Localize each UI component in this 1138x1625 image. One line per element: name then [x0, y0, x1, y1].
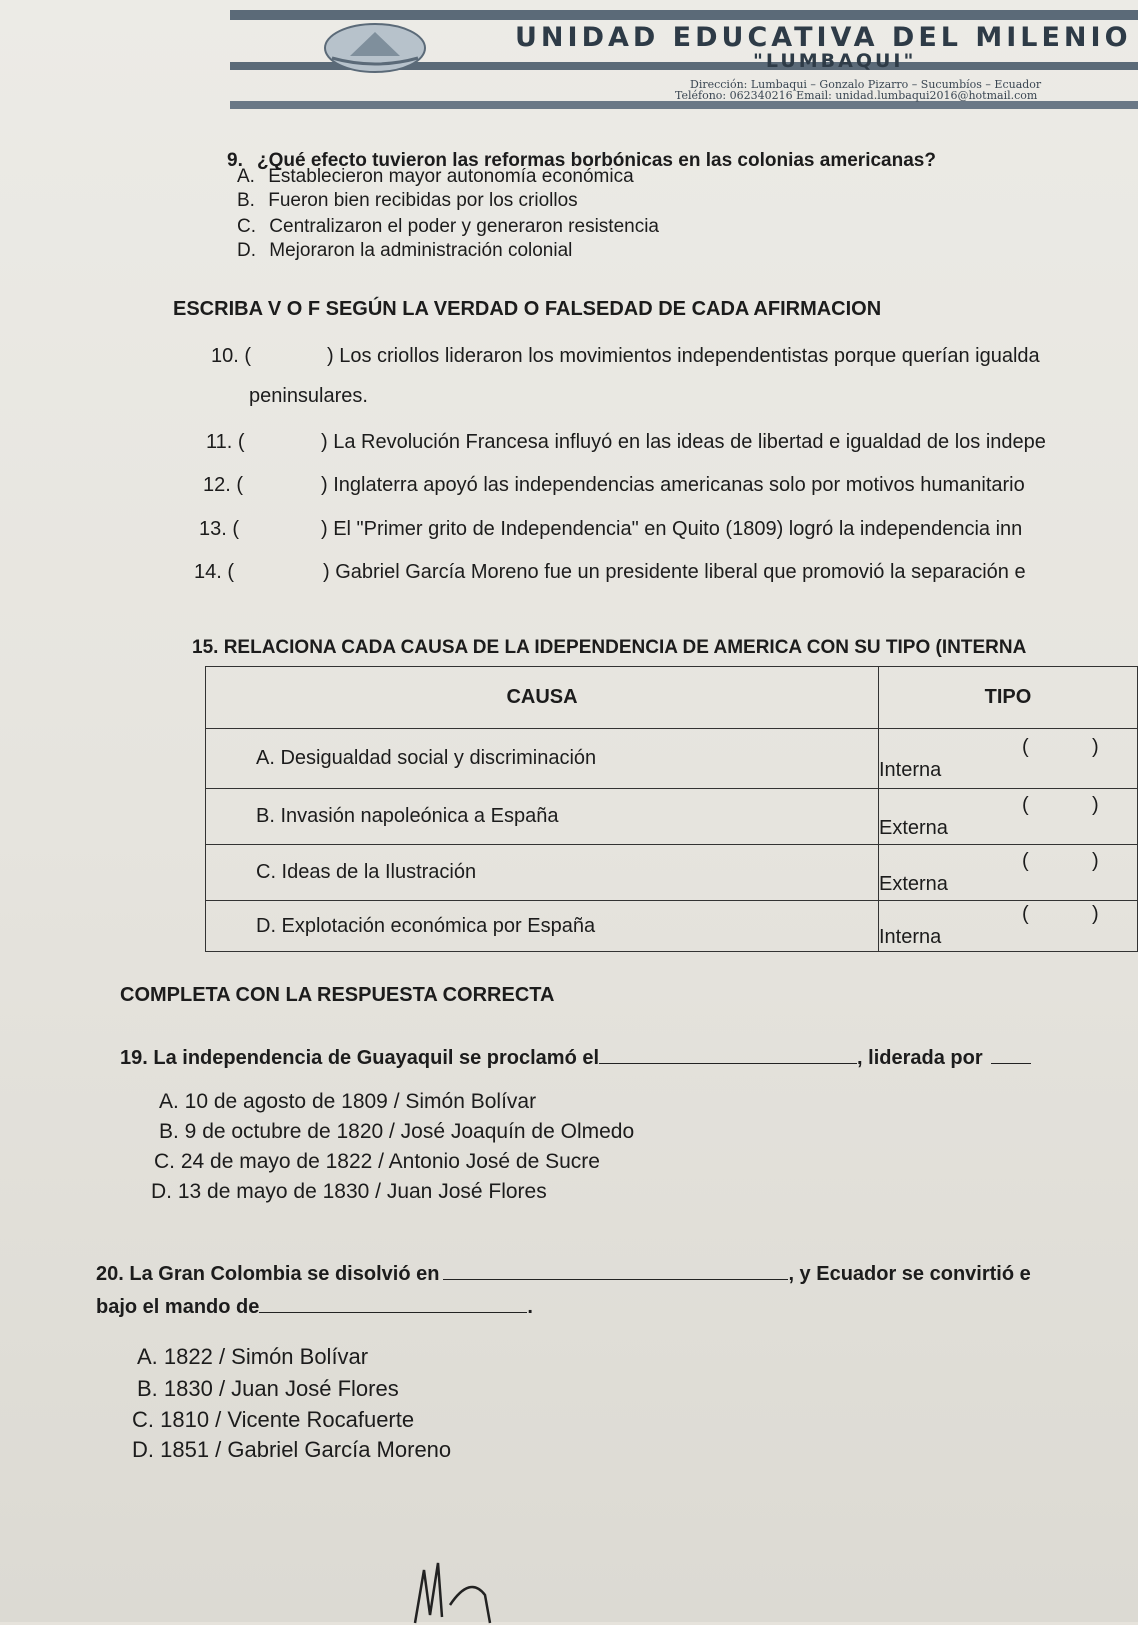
type-a[interactable]: ( ) Interna	[879, 729, 1138, 789]
table-row	[206, 845, 1138, 901]
cause-b: B. Invasión napoleónica a España	[206, 789, 879, 845]
school-address: Dirección: Lumbaqui – Gonzalo Pizarro – Sucumbíos – Ecuador	[690, 78, 1042, 91]
table-header-row	[206, 667, 1138, 729]
q20-option-b: B. 1830 / Juan José Flores	[137, 1376, 399, 1401]
type-c[interactable]: ( ) Externa	[879, 845, 1138, 901]
tf-item-12-number: 12. (	[203, 474, 244, 496]
tf-item-11-number: 11. (	[206, 431, 245, 453]
q19-option-c: C. 24 de mayo de 1822 / Antonio José de Sucre	[154, 1150, 600, 1173]
q19-option-b: B. 9 de octubre de 1820 / José Joaquín de Olmedo	[159, 1120, 635, 1143]
q19-option-a: A. 10 de agosto de 1809 / Simón Bolívar	[159, 1090, 537, 1113]
q20-option-a: A. 1822 / Simón Bolívar	[137, 1344, 369, 1369]
tf-item-10-text: ) Los criollos lideraron los movimientos independentistas porque querían igualda	[327, 345, 1040, 367]
cause-type-table	[205, 666, 1138, 952]
q20-blank-leader[interactable]	[259, 1312, 527, 1313]
tf-item-13-number: 13. (	[199, 518, 240, 540]
q19-prompt: 19. La independencia de Guayaquil se proclamó el , liderada por	[120, 1047, 1031, 1070]
cause-d: D. Explotación económica por España	[206, 901, 879, 952]
tf-item-14-number: 14. (	[194, 561, 235, 583]
q20-prompt-cont: bajo el mando de .	[96, 1296, 533, 1318]
q9-option-b: B. Fueron bien recibidas por los criollos	[237, 190, 578, 211]
cause-a: A. Desigualdad social y discriminación	[206, 729, 879, 789]
q20-option-d: D. 1851 / Gabriel García Moreno	[132, 1437, 452, 1462]
school-subname: "LUMBAQUI"	[753, 50, 917, 72]
school-logo-icon	[320, 18, 430, 78]
handwritten-signature-icon	[410, 1545, 550, 1625]
q19-blank-leader[interactable]	[991, 1063, 1031, 1064]
q20-blank-year[interactable]	[443, 1279, 788, 1280]
tf-item-14-text: ) Gabriel García Moreno fue un presidente liberal que promovió la separación e	[323, 561, 1026, 583]
table-row	[206, 789, 1138, 845]
header-type: TIPO	[879, 667, 1138, 729]
q20-prompt: 20. La Gran Colombia se disolvió en , y Ecuador se convirtió e	[96, 1263, 1031, 1285]
q19-blank-date[interactable]	[599, 1063, 857, 1064]
header-band-bottom	[230, 101, 1138, 109]
q9-question: ¿Qué efecto tuvieron las reformas borbónicas en las colonias americanas?	[257, 150, 936, 171]
q15-title: 15. RELACIONA CADA CAUSA DE LA IDEPENDENCIA DE AMERICA CON SU TIPO (INTERNA	[192, 637, 1027, 658]
header-cause: CAUSA	[206, 667, 879, 729]
school-name: UNIDAD EDUCATIVA DEL MILENIO	[515, 22, 1132, 53]
q9-option-c: C. Centralizaron el poder y generaron resistencia	[237, 216, 659, 237]
school-contact: Teléfono: 062340216 Email: unidad.lumbaqui2016@hotmail.com	[675, 89, 1038, 102]
type-d[interactable]: ( ) Interna	[879, 901, 1138, 952]
tf-item-10-number: 10. (	[211, 345, 252, 367]
table-row	[206, 729, 1138, 789]
tf-item-12-text: ) Inglaterra apoyó las independencias americanas solo por motivos humanitario	[321, 474, 1025, 496]
q9-option-a: A. Establecieron mayor autonomía económica	[237, 166, 634, 187]
complete-section-title: COMPLETA CON LA RESPUESTA CORRECTA	[120, 984, 555, 1006]
table-row	[206, 901, 1138, 952]
type-b[interactable]: ( ) Externa	[879, 789, 1138, 845]
tf-section-title: ESCRIBA V O F SEGÚN LA VERDAD O FALSEDAD DE CADA AFIRMACION	[173, 298, 882, 320]
q9-number: 9.	[227, 150, 243, 171]
tf-item-13-text: ) El "Primer grito de Independencia" en Quito (1809) logró la independencia inn	[321, 518, 1023, 540]
cause-c: C. Ideas de la Ilustración	[206, 845, 879, 901]
tf-item-11-text: ) La Revolución Francesa influyó en las ideas de libertad e igualdad de los indepe	[321, 431, 1046, 453]
q20-option-c: C. 1810 / Vicente Rocafuerte	[132, 1407, 415, 1432]
tf-item-10-cont: peninsulares.	[249, 385, 368, 407]
q9-option-d: D. Mejoraron la administración colonial	[237, 240, 573, 261]
q19-option-d: D. 13 de mayo de 1830 / Juan José Flores	[151, 1180, 547, 1203]
